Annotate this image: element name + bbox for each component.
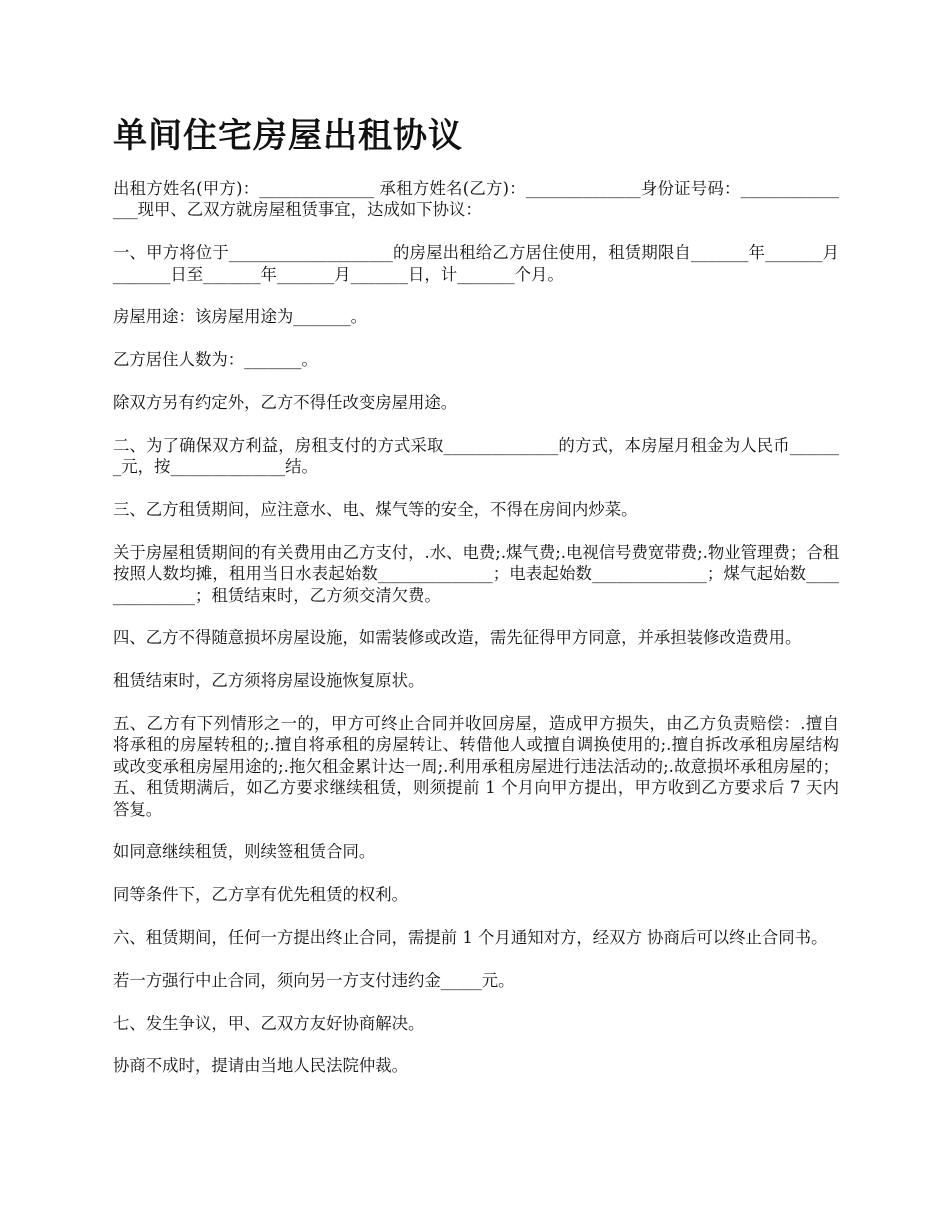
paragraph-clause-2-payment: 二、为了确保双方利益，房租支付的方式采取______________的方式，本房屋月租金为人民币_______元，按______________结。	[113, 435, 839, 477]
paragraph-priority: 同等条件下，乙方享有优先租赁的权利。	[113, 885, 409, 905]
paragraph-restore: 租赁结束时，乙方须将房屋设施恢复原状。	[113, 671, 425, 691]
paragraph-renewal: 如同意继续租赁，则续签租赁合同。	[113, 842, 376, 862]
paragraph-arbitration: 协商不成时，提请由当地人民法院仲裁。	[113, 1056, 409, 1076]
paragraph-clause-7-dispute: 七、发生争议，甲、乙双方友好协商解决。	[113, 1013, 425, 1033]
paragraph-clause-6-early-termination: 六、租赁期间，任何一方提出终止合同，需提前 1 个月通知对方，经双方 协商后可以终止合同书。	[113, 928, 828, 948]
paragraph-penalty: 若一方强行中止合同，须向另一方支付违约金_____元。	[113, 970, 515, 990]
paragraph-clause-5-termination: 五、乙方有下列情形之一的，甲方可终止合同并收回房屋，造成甲方损失，由乙方负责赔偿：.擅自将承租的房屋转租的;.擅自将承租的房屋转让、转借他人或擅自调换使用的;.擅自拆改承租房屋结构或改变承租房屋用途的;.拖欠租金累计达一周;.利用承租房屋进行违法活动的;.故意损坏承租房屋的；五、租赁期满后，如乙方要求继续租赁，则须提前 1 个月向甲方提出，甲方收到乙方要求后 7 天内答复。	[113, 714, 839, 819]
paragraph-clause-3-safety: 三、乙方租赁期间，应注意水、电、煤气等的安全，不得在房间内炒菜。	[113, 500, 638, 519]
paragraph-clause-1-location-term: 一、甲方将位于____________________的房屋出租给乙方居住使用，租赁期限自_______年_______月_______日至_______年_______月_______日，计_______个月。	[113, 243, 839, 284]
paragraph-occupants: 乙方居住人数为：_______。	[113, 350, 318, 370]
paragraph-usage-restriction: 除双方另有约定外，乙方不得任改变房屋用途。	[113, 393, 458, 412]
document-body	[113, 178, 839, 1098]
paragraph-house-usage: 房屋用途：该房屋用途为_______。	[113, 307, 368, 327]
paragraph-parties: 出租方姓名(甲方)：______________ 承租方姓名(乙方)：______________身份证号码：_______________现甲、乙双方就房屋租赁事宜，达成如下协议：	[113, 179, 839, 220]
document-title: 单间住宅房屋出租协议	[113, 116, 463, 156]
paragraph-fees: 关于房屋租赁期间的有关费用由乙方支付，.水、电费;.煤气费;.电视信号费宽带费;.物业管理费；合租按照人数均摊，租用当日水表起始数______________；电表起始数______________；煤气起始数______________；租赁结束时，乙方须交清欠费。	[113, 542, 839, 605]
paragraph-clause-4-facilities: 四、乙方不得随意损坏房屋设施，如需装修或改造，需先征得甲方同意，并承担装修改造费用。	[113, 628, 802, 648]
